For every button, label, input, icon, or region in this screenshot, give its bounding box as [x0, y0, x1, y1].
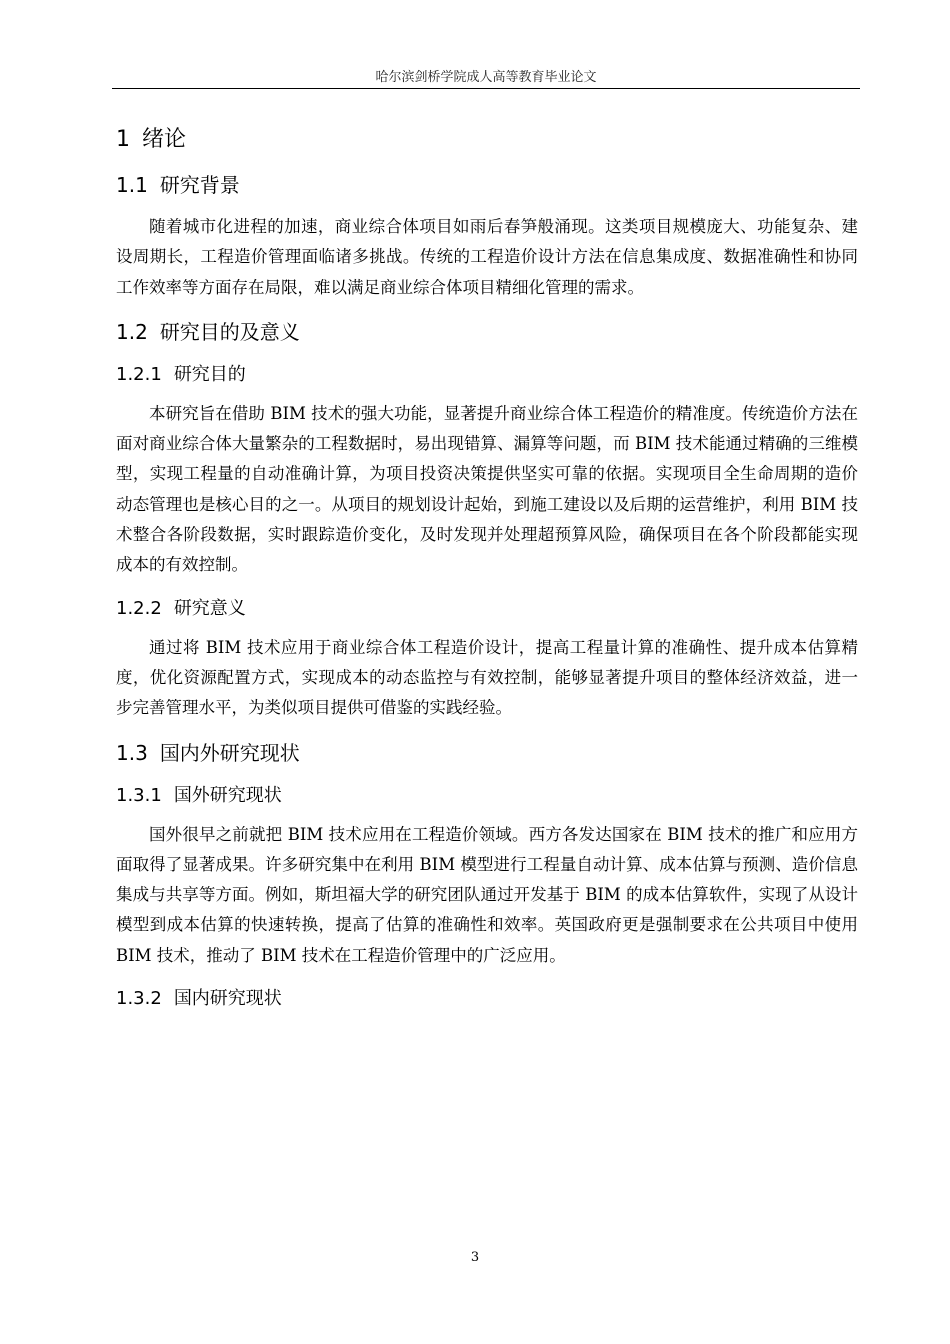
- header-rule: [112, 88, 860, 89]
- paragraph-foreign-research: 国外很早之前就把 BIM 技术应用在工程造价领域。西方各发达国家在 BIM 技术的推广和应用方面取得了显著成果。许多研究集中在利用 BIM 模型进行工程量自动计算、成本估算与预测、造价信息集成与共享等方面。例如，斯坦福大学的研究团队通过开发基于 BIM 的成本估算软件，实现了从设计模型到成本估算的快速转换，提高了估算的准确性和效率。英国政府更是强制要求在公共项目中使用 BIM 技术，推动了 BIM 技术在工程造价管理中的广泛应用。: [116, 824, 858, 965]
- subsection-heading-1-3-1: [116, 780, 858, 812]
- subsection-title: 研究意义: [173, 597, 246, 619]
- subsection-title: 国外研究现状: [173, 784, 282, 806]
- subsection-number: 1.3.2: [116, 988, 162, 1010]
- section-heading-1-3: [116, 736, 858, 770]
- subsection-heading-1-3-2: [116, 983, 858, 1015]
- paragraph-significance: 通过将 BIM 技术应用于商业综合体工程造价设计，提高工程量计算的准确性、提升成本估算精度，优化资源配置方式，实现成本的动态监控与有效控制，能够显著提升项目的整体经济效益，进一步完善管理水平，为类似项目提供可借鉴的实践经验。: [116, 637, 858, 718]
- section-number: 1.3: [116, 740, 148, 765]
- section-title: 研究背景: [159, 173, 240, 197]
- section-heading-1-2: [116, 315, 858, 349]
- subsection-number: 1.3.1: [116, 784, 162, 806]
- chapter-number: 1: [116, 127, 130, 152]
- subsection-title: 国内研究现状: [173, 988, 282, 1010]
- section-title: 研究目的及意义: [159, 319, 300, 344]
- subsection-heading-1-2-1: [116, 359, 858, 391]
- section-number: 1.1: [116, 173, 148, 197]
- page-number: 3: [470, 1250, 480, 1265]
- chapter-title: 绪论: [142, 127, 187, 152]
- subsection-title: 研究目的: [173, 363, 246, 385]
- subsection-heading-1-2-2: [116, 593, 858, 625]
- paragraph-purpose: 本研究旨在借助 BIM 技术的强大功能，显著提升商业综合体工程造价的精准度。传统造价方法在面对商业综合体大量繁杂的工程数据时，易出现错算、漏算等问题，而 BIM 技术能通过精确的三维模型，实现工程量的自动准确计算，为项目投资决策提供坚实可靠的依据。实现项目全生命周期的造价动态管理也是核心目的之一。从项目的规划设计起始，到施工建设以及后期的运营维护，利用 BIM 技术整合各阶段数据，实时跟踪造价变化，及时发现并处理超预算风险，确保项目在各个阶段都能实现成本的有效控制。: [116, 403, 858, 575]
- subsection-number: 1.2.2: [116, 597, 162, 619]
- subsection-number: 1.2.1: [116, 363, 162, 385]
- page-content: [116, 122, 858, 1023]
- chapter-heading: [116, 122, 858, 158]
- section-title: 国内外研究现状: [159, 740, 300, 765]
- page-header: 哈尔滨剑桥学院成人高等教育毕业论文: [375, 70, 597, 85]
- paragraph-background: 随着城市化进程的加速，商业综合体项目如雨后春笋般涌现。这类项目规模庞大、功能复杂、建设周期长，工程造价管理面临诸多挑战。传统的工程造价设计方法在信息集成度、数据准确性和协同工作效率等方面存在局限，难以满足商业综合体项目精细化管理的需求。: [116, 217, 858, 297]
- section-heading-1-1: [116, 168, 858, 202]
- section-number: 1.2: [116, 319, 148, 344]
